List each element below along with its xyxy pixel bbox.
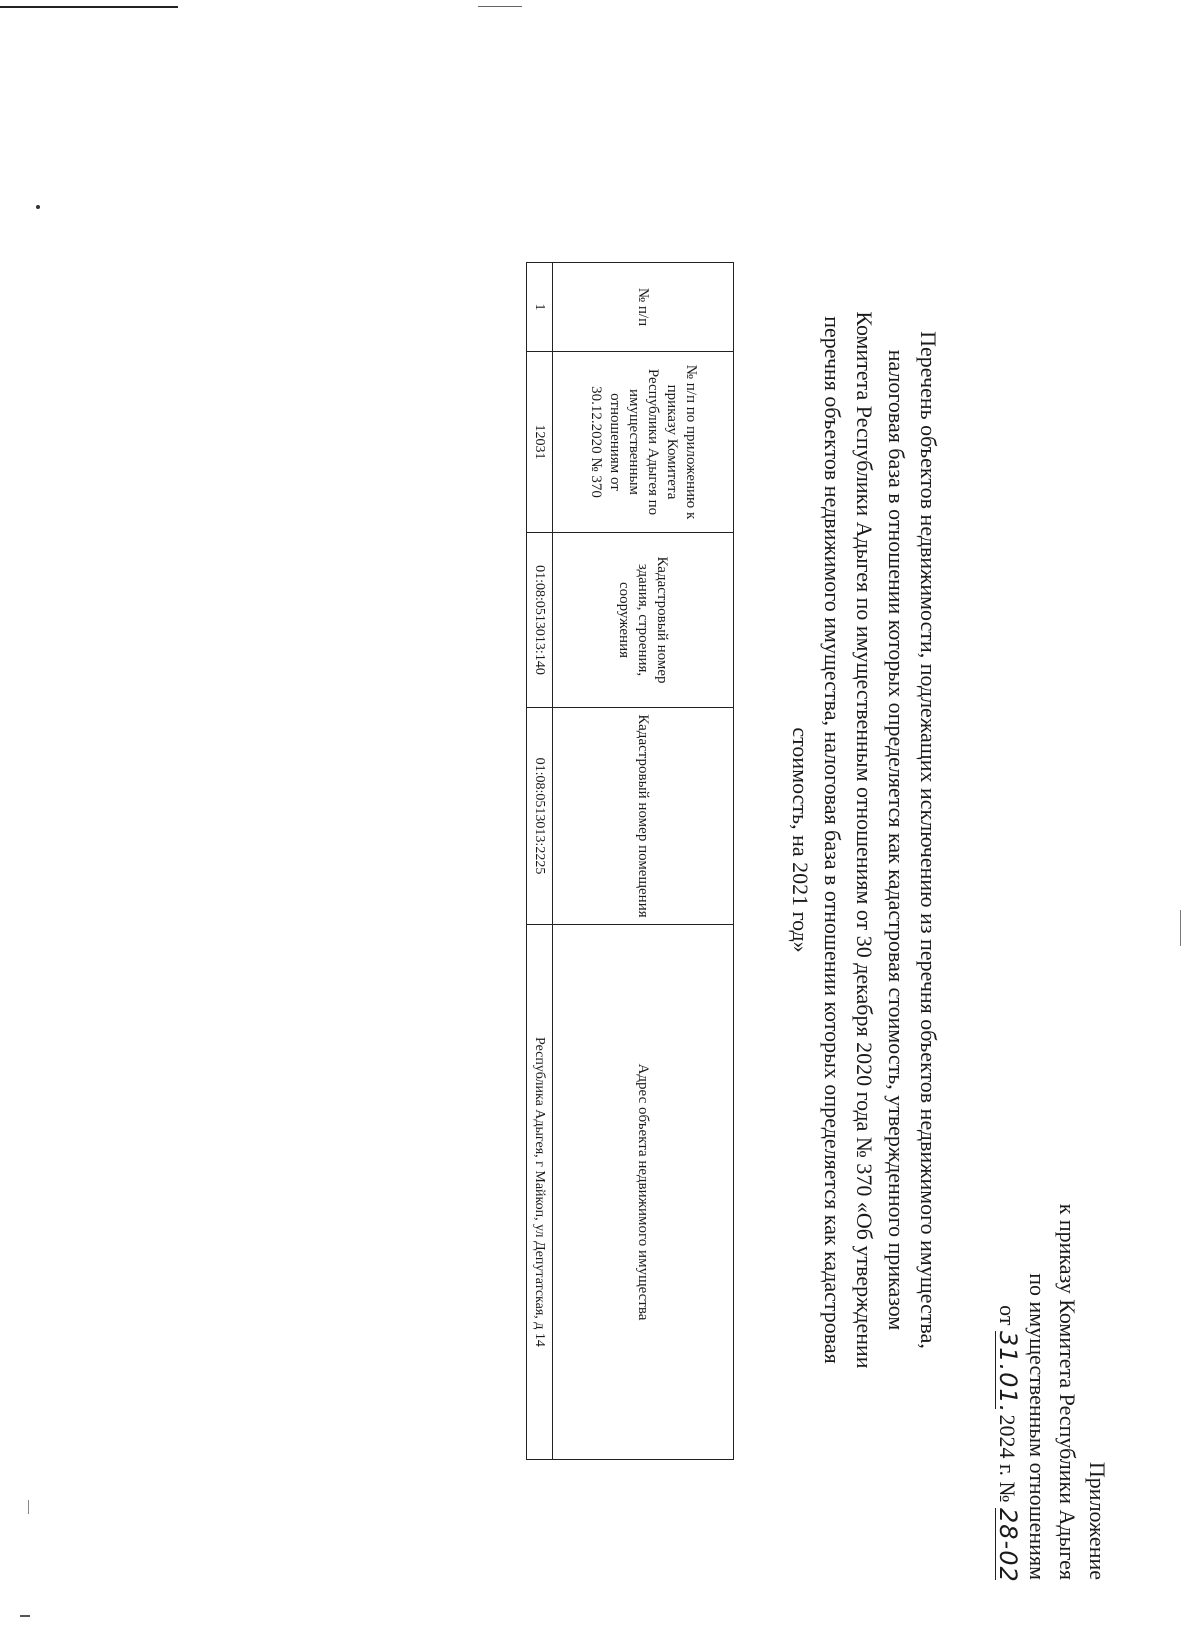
- document-title: [784, 230, 944, 1450]
- cell-premises-cadastral: 01:08:0513013:2225: [527, 708, 553, 925]
- appendix-label: Приложение: [1085, 1461, 1110, 1580]
- property-table-wrap: [526, 262, 734, 1460]
- handwritten-order-number: 28-02: [994, 1508, 1022, 1583]
- appendix-order-ref: к приказу Комитета Республики Адыгея: [1055, 1203, 1080, 1580]
- title-line-4: перечня объектов недвижимого имущества, налоговая база в отношении которых определяется как кадастровая: [820, 316, 845, 1364]
- appendix-date-line: [992, 880, 1022, 1583]
- col-header-building-cadastral: Кадастровый номер здания, строения, сооружения: [553, 533, 734, 708]
- handwritten-date: 31.01.: [994, 1330, 1022, 1414]
- cell-number: 1: [527, 263, 553, 352]
- col-header-premises-cadastral: Кадастровый номер помещения: [553, 708, 734, 925]
- table-header-row: [553, 263, 734, 1460]
- title-line-5: стоимость, на 2021 год»: [788, 727, 813, 953]
- year-number-label: 2024 г. №: [995, 1414, 1020, 1503]
- title-line-2: налоговая база в отношении которых определяется как кадастровая стоимость, утвержденного приказом: [884, 349, 909, 1331]
- appendix-committee-ref: по имущественным отношениям: [1025, 1273, 1050, 1580]
- table-row: [527, 263, 553, 1460]
- title-line-3: Комитета Республики Адыгея по имущественным отношениям от 30 декабря 2020 года № 370 «Об утверждении: [852, 311, 877, 1369]
- appendix-header: [992, 880, 1112, 1583]
- property-table: [526, 262, 734, 1460]
- title-line-1: Перечень объектов недвижимости, подлежащих исключению из перечня объектов недвижимого имущества,: [916, 331, 941, 1349]
- col-header-address: Адрес объекта недвижимого имущества: [553, 925, 734, 1460]
- cell-address: Республика Адыгея, г Майкоп, ул Депутатская, д 14: [527, 925, 553, 1460]
- cell-building-cadastral: 01:08:0513013:140: [527, 533, 553, 708]
- date-prefix: от: [995, 1305, 1020, 1326]
- col-header-appendix-number: № п/п по приложению к приказу Комитета Республики Адыгея по имущественным отношениям от 30.12.2020 № 370: [553, 352, 734, 533]
- col-header-number: № п/п: [553, 263, 734, 352]
- cell-appendix-number: 12031: [527, 352, 553, 533]
